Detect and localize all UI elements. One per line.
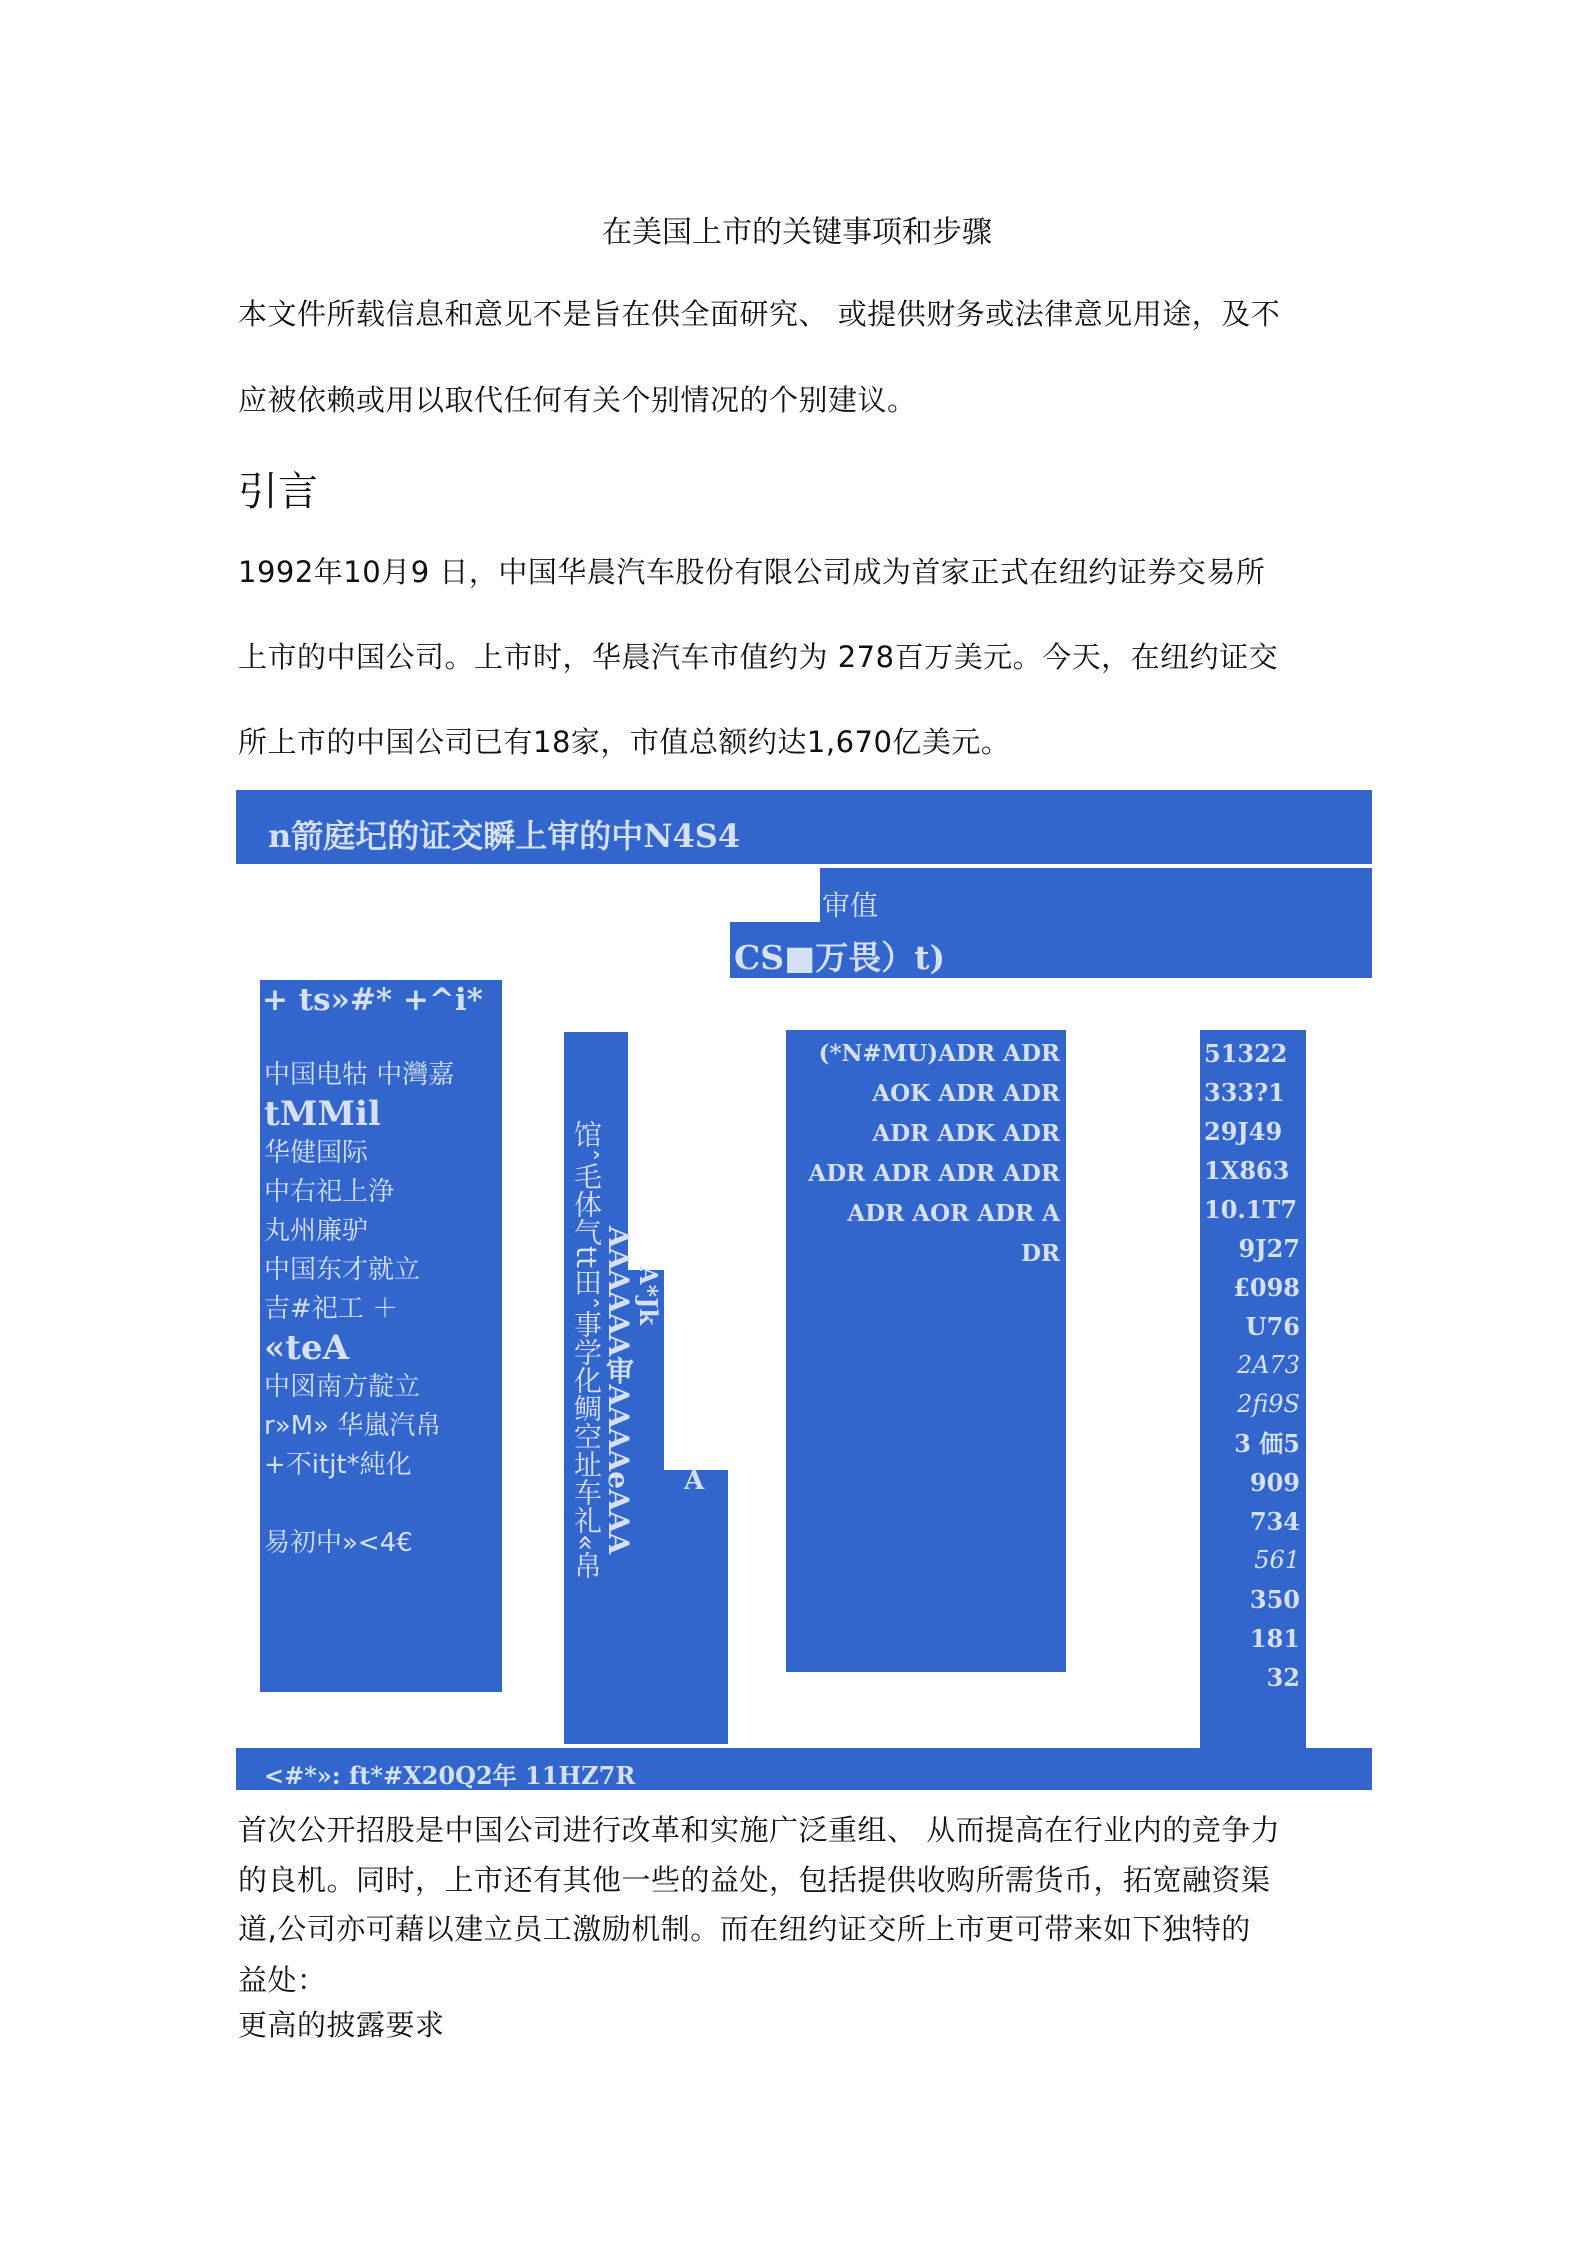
market-value-cell: U76 <box>1245 1312 1300 1341</box>
company-list-item: r»M» 华嵐汽帛 <box>264 1411 442 1441</box>
market-value-cell: 10.1T7 <box>1204 1195 1298 1224</box>
market-value-cell: £098 <box>1233 1273 1300 1302</box>
company-list-item: 中国电牯 中灣嘉 <box>264 1060 455 1090</box>
table-header-title: n箭庭圮的证交瞬上审的中N4S4 <box>268 817 741 855</box>
vertical-text-top: A*Jk <box>634 1266 663 1326</box>
company-list-item: 中右祀上浄 <box>264 1177 395 1207</box>
market-value-cell: 2A73 <box>1236 1351 1300 1379</box>
company-list-item: 吉#祀工 ＋ <box>264 1294 399 1324</box>
body-line-4: 益处： <box>238 1963 327 1997</box>
listing-mark-a: A <box>684 1466 705 1496</box>
vertical-text-left: 馆ˆ毛体气tt田ˆ事学化鲷空址车礼«帛 <box>570 1120 603 1580</box>
security-type-line: ADR ADR ADR ADR <box>808 1160 1060 1187</box>
intro-line-1: 1992年10月9 日，中国华晨汽车股份有限公司成为首家正式在纽约证券交易所 <box>238 555 1266 589</box>
market-value-cell: 29J49 <box>1204 1117 1283 1146</box>
market-value-cell: 909 <box>1249 1468 1300 1497</box>
intro-line-2: 上市的中国公司。上市时，华晨汽车市值约为 278百万美元。今天，在纽约证交 <box>238 640 1279 674</box>
company-list-item: +不itjt*純化 <box>264 1450 412 1480</box>
disclaimer-line-1: 本文件所载信息和意见不是旨在供全面研究、 或提供财务或法律意见用途，及不 <box>238 297 1281 331</box>
company-list-item <box>264 1485 504 1524</box>
market-value-cell: 734 <box>1249 1507 1300 1536</box>
market-value-cell: 561 <box>1254 1546 1300 1574</box>
value-column-label: 审值 <box>822 889 879 922</box>
security-type-line: (*N#MU)ADR ADR <box>818 1040 1060 1067</box>
value-column-unit: CS■万畏）t) <box>734 938 946 977</box>
security-type-list <box>786 1034 1060 1274</box>
company-list-item: 中図南方靛立 <box>264 1372 421 1402</box>
security-type-line: DR <box>1020 1240 1060 1267</box>
market-value-cell: 51322 <box>1204 1039 1288 1068</box>
market-value-cell: 181 <box>1249 1624 1300 1653</box>
company-column-header: + ts»#* +^i* <box>262 982 483 1018</box>
table-footer-note: <#*»: ft*#X20Q2年 11HZ7R <box>264 1761 636 1790</box>
market-value-cell: 3 価5 <box>1234 1429 1300 1458</box>
listing-type-column-c <box>628 1470 728 1744</box>
market-value-cell: 9J27 <box>1238 1234 1300 1263</box>
page-title: 在美国上市的关键事项和步骤 <box>602 215 992 250</box>
company-list-item: «teA <box>264 1328 349 1368</box>
market-value-cell: 32 <box>1266 1663 1300 1692</box>
company-list-item: tMMil <box>264 1094 381 1134</box>
company-list-item: 易初中»<4€ <box>264 1528 413 1558</box>
security-type-line: AOK ADR ADR <box>872 1080 1060 1107</box>
market-value-cell: 2fi9S <box>1237 1390 1300 1418</box>
body-line-2: 的良机。同时，上市还有其他一些的益处，包括提供收购所需货币，拓宽融资渠 <box>238 1863 1271 1897</box>
section-heading: 引言 <box>238 469 318 515</box>
security-type-line: ADR ADK ADR <box>872 1120 1060 1147</box>
intro-line-3: 所上市的中国公司已有18家，市值总额约达1,670亿美元。 <box>238 725 1011 759</box>
body-line-1: 首次公开招股是中国公司进行改革和实施广泛重组、 从而提高在行业内的竞争力 <box>238 1813 1281 1847</box>
company-list-item: 华健国际 <box>264 1138 369 1168</box>
market-value-cell: 1X863 <box>1204 1156 1290 1185</box>
table-value-header-box <box>820 868 1372 922</box>
body-line-5: 更高的披露要求 <box>238 2008 445 2042</box>
vertical-text-right: AAAAAA审AAAAeAAA <box>602 1226 635 1555</box>
market-value-cell: 350 <box>1249 1585 1300 1614</box>
company-list <box>264 1056 504 1563</box>
market-value-list <box>1200 1034 1300 1697</box>
body-line-3: 道,公司亦可藉以建立员工激励机制。而在纽约证交所上市更可带来如下独特的 <box>238 1912 1251 1946</box>
market-value-cell: 333?1 <box>1204 1078 1285 1107</box>
security-type-line: ADR AOR ADR A <box>847 1200 1060 1227</box>
disclaimer-line-2: 应被依赖或用以取代任何有关个别情况的个别建议。 <box>238 383 917 417</box>
company-list-item: 中国东才就立 <box>264 1255 421 1285</box>
company-list-item: 丸州廉驴 <box>264 1216 369 1246</box>
